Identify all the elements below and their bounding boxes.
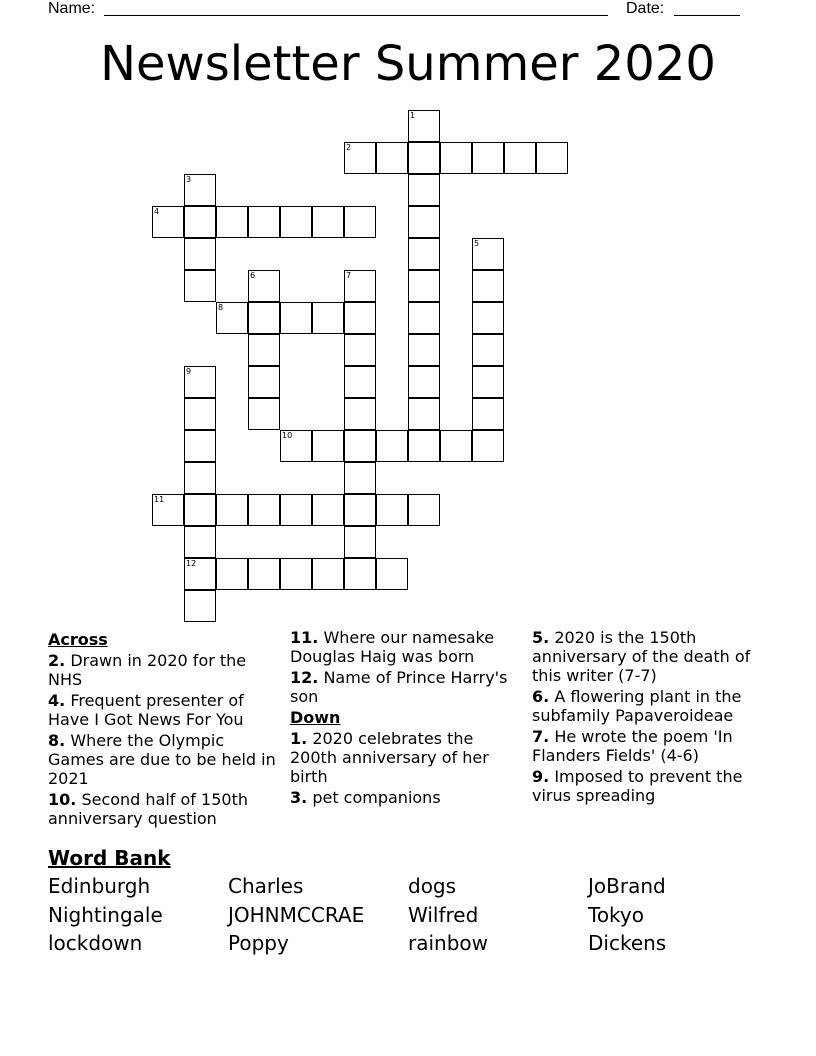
- across-heading: Across: [48, 630, 108, 649]
- grid-cell[interactable]: [344, 334, 376, 366]
- clue-text: A flowering plant in the subfamily Papaveroideae: [532, 687, 742, 725]
- down-heading: Down: [290, 708, 341, 727]
- grid-cell[interactable]: [344, 526, 376, 558]
- grid-cell[interactable]: [184, 462, 216, 494]
- grid-cell[interactable]: [472, 366, 504, 398]
- grid-cell[interactable]: [248, 558, 280, 590]
- word-bank-item: JoBrand: [588, 874, 666, 898]
- clue-text: 2020 is the 150th anniversary of the death of this writer (7-7): [532, 628, 751, 685]
- word-bank-item: Wilfred: [408, 903, 479, 927]
- grid-cell[interactable]: [408, 110, 440, 142]
- grid-cell[interactable]: [472, 398, 504, 430]
- cell-number: 4: [154, 207, 160, 216]
- word-bank-item: Dickens: [588, 931, 667, 955]
- grid-cell[interactable]: [344, 430, 376, 462]
- grid-cell[interactable]: [376, 494, 408, 526]
- grid-cell[interactable]: [472, 430, 504, 462]
- clue-number: 10.: [48, 790, 77, 809]
- word-bank-item: Tokyo: [588, 903, 644, 927]
- clues-column-1: [48, 628, 278, 830]
- grid-cell[interactable]: [248, 270, 280, 302]
- clue-text: pet companions: [312, 788, 441, 807]
- grid-cell[interactable]: [408, 430, 440, 462]
- grid-cell[interactable]: [472, 142, 504, 174]
- clue-text: Imposed to prevent the virus spreading: [532, 767, 743, 805]
- word-bank-item: lockdown: [48, 931, 143, 955]
- grid-cell[interactable]: [440, 430, 472, 462]
- word-bank-item: JOHNMCCRAE: [228, 903, 365, 927]
- grid-cell[interactable]: [408, 142, 440, 174]
- grid-cell[interactable]: [216, 206, 248, 238]
- grid-cell[interactable]: [312, 430, 344, 462]
- grid-cell[interactable]: [184, 558, 216, 590]
- clue-across-11: [290, 628, 520, 666]
- grid-cell[interactable]: [472, 302, 504, 334]
- clue-number: 8.: [48, 731, 66, 750]
- grid-cell[interactable]: [344, 494, 376, 526]
- clue-across-12: [290, 668, 520, 706]
- clue-text: Where our namesake Douglas Haig was born: [290, 628, 495, 666]
- cell-number: 1: [410, 111, 416, 120]
- grid-cell[interactable]: [408, 174, 440, 206]
- grid-cell[interactable]: [440, 142, 472, 174]
- grid-cell[interactable]: [472, 238, 504, 270]
- cell-number: 2: [346, 143, 352, 152]
- grid-cell[interactable]: [280, 430, 312, 462]
- clue-text: He wrote the poem 'In Flanders Fields' (4-6): [532, 727, 733, 765]
- clue-across-8: [48, 731, 278, 788]
- clue-text: Frequent presenter of Have I Got News For You: [48, 691, 244, 729]
- grid-cell[interactable]: [344, 558, 376, 590]
- grid-cell[interactable]: [184, 590, 216, 622]
- grid-cell[interactable]: [248, 206, 280, 238]
- grid-cell[interactable]: [280, 558, 312, 590]
- grid-cell[interactable]: [280, 494, 312, 526]
- grid-cell[interactable]: [472, 270, 504, 302]
- grid-cell[interactable]: [376, 430, 408, 462]
- grid-cell[interactable]: [312, 558, 344, 590]
- clue-number: 11.: [290, 628, 319, 647]
- grid-cell[interactable]: [216, 302, 248, 334]
- date-label: Date:: [626, 0, 665, 17]
- clue-text: Name of Prince Harry's son: [290, 668, 508, 706]
- clue-down-1: [290, 729, 520, 786]
- cell-number: 10: [282, 431, 293, 440]
- cell-number: 7: [346, 271, 352, 280]
- clue-down-9: [532, 767, 772, 805]
- word-bank-item: Poppy: [228, 931, 289, 955]
- grid-cell[interactable]: [184, 430, 216, 462]
- grid-cell[interactable]: [184, 398, 216, 430]
- cell-number: 9: [186, 367, 192, 376]
- grid-cell[interactable]: [184, 366, 216, 398]
- grid-cell[interactable]: [408, 238, 440, 270]
- grid-cell[interactable]: [248, 302, 280, 334]
- grid-cell[interactable]: [408, 206, 440, 238]
- grid-cell[interactable]: [184, 270, 216, 302]
- clue-down-7: [532, 727, 772, 765]
- grid-cell[interactable]: [248, 494, 280, 526]
- grid-cell[interactable]: [408, 270, 440, 302]
- clue-across-2: [48, 651, 278, 689]
- clue-number: 1.: [290, 729, 308, 748]
- grid-cell[interactable]: [216, 558, 248, 590]
- grid-cell[interactable]: [312, 206, 344, 238]
- grid-cell[interactable]: [344, 462, 376, 494]
- grid-cell[interactable]: [472, 334, 504, 366]
- grid-cell[interactable]: [408, 334, 440, 366]
- clues-column-2: [290, 628, 520, 809]
- grid-cell[interactable]: [376, 558, 408, 590]
- clue-down-6: [532, 687, 772, 725]
- grid-cell[interactable]: [344, 398, 376, 430]
- word-bank-item: Edinburgh: [48, 874, 151, 898]
- grid-cell[interactable]: [344, 142, 376, 174]
- clue-number: 5.: [532, 628, 550, 647]
- grid-cell[interactable]: [248, 398, 280, 430]
- clue-across-4: [48, 691, 278, 729]
- grid-cell[interactable]: [312, 302, 344, 334]
- grid-cell[interactable]: [408, 398, 440, 430]
- clue-number: 6.: [532, 687, 550, 706]
- clue-number: 2.: [48, 651, 66, 670]
- clue-number: 4.: [48, 691, 66, 710]
- clue-number: 12.: [290, 668, 319, 687]
- grid-cell[interactable]: [536, 142, 568, 174]
- word-bank-item: rainbow: [408, 931, 488, 955]
- grid-cell[interactable]: [184, 526, 216, 558]
- clues-column-3: [532, 628, 772, 807]
- clue-text: 2020 celebrates the 200th anniversary of her birth: [290, 729, 489, 786]
- word-bank-title: Word Bank: [48, 846, 171, 870]
- clue-down-3: [290, 788, 520, 807]
- clue-across-10: [48, 790, 278, 828]
- grid-cell[interactable]: [408, 366, 440, 398]
- grid-cell[interactable]: [280, 206, 312, 238]
- clue-number: 7.: [532, 727, 550, 746]
- grid-cell[interactable]: [248, 334, 280, 366]
- grid-cell[interactable]: [408, 494, 440, 526]
- grid-cell[interactable]: [216, 494, 248, 526]
- cell-number: 8: [218, 303, 224, 312]
- clue-text: Drawn in 2020 for the NHS: [48, 651, 247, 689]
- grid-cell[interactable]: [280, 302, 312, 334]
- grid-cell[interactable]: [248, 366, 280, 398]
- grid-cell[interactable]: [344, 366, 376, 398]
- grid-cell[interactable]: [184, 238, 216, 270]
- cell-number: 11: [154, 495, 165, 504]
- word-bank-item: Nightingale: [48, 903, 163, 927]
- clue-text: Second half of 150th anniversary question: [48, 790, 248, 828]
- grid-cell[interactable]: [152, 206, 184, 238]
- clue-number: 9.: [532, 767, 550, 786]
- grid-cell[interactable]: [344, 302, 376, 334]
- grid-cell[interactable]: [344, 206, 376, 238]
- grid-cell[interactable]: [344, 270, 376, 302]
- clue-down-5: [532, 628, 772, 685]
- cell-number: 6: [250, 271, 256, 280]
- grid-cell[interactable]: [408, 302, 440, 334]
- page-title: Newsletter Summer 2020: [100, 36, 716, 92]
- grid-cell[interactable]: [184, 206, 216, 238]
- word-bank-item: dogs: [408, 874, 457, 898]
- grid-cell[interactable]: [184, 174, 216, 206]
- clue-text: Where the Olympic Games are due to be held in 2021: [48, 731, 276, 788]
- cell-number: 5: [474, 239, 480, 248]
- grid-cell[interactable]: [504, 142, 536, 174]
- grid-cell[interactable]: [184, 494, 216, 526]
- word-bank-item: Charles: [228, 874, 304, 898]
- name-label: Name:: [48, 0, 96, 17]
- grid-cell[interactable]: [376, 142, 408, 174]
- cell-number: 12: [186, 559, 197, 568]
- grid-cell[interactable]: [152, 494, 184, 526]
- clue-number: 3.: [290, 788, 308, 807]
- grid-cell[interactable]: [312, 494, 344, 526]
- cell-number: 3: [186, 175, 192, 184]
